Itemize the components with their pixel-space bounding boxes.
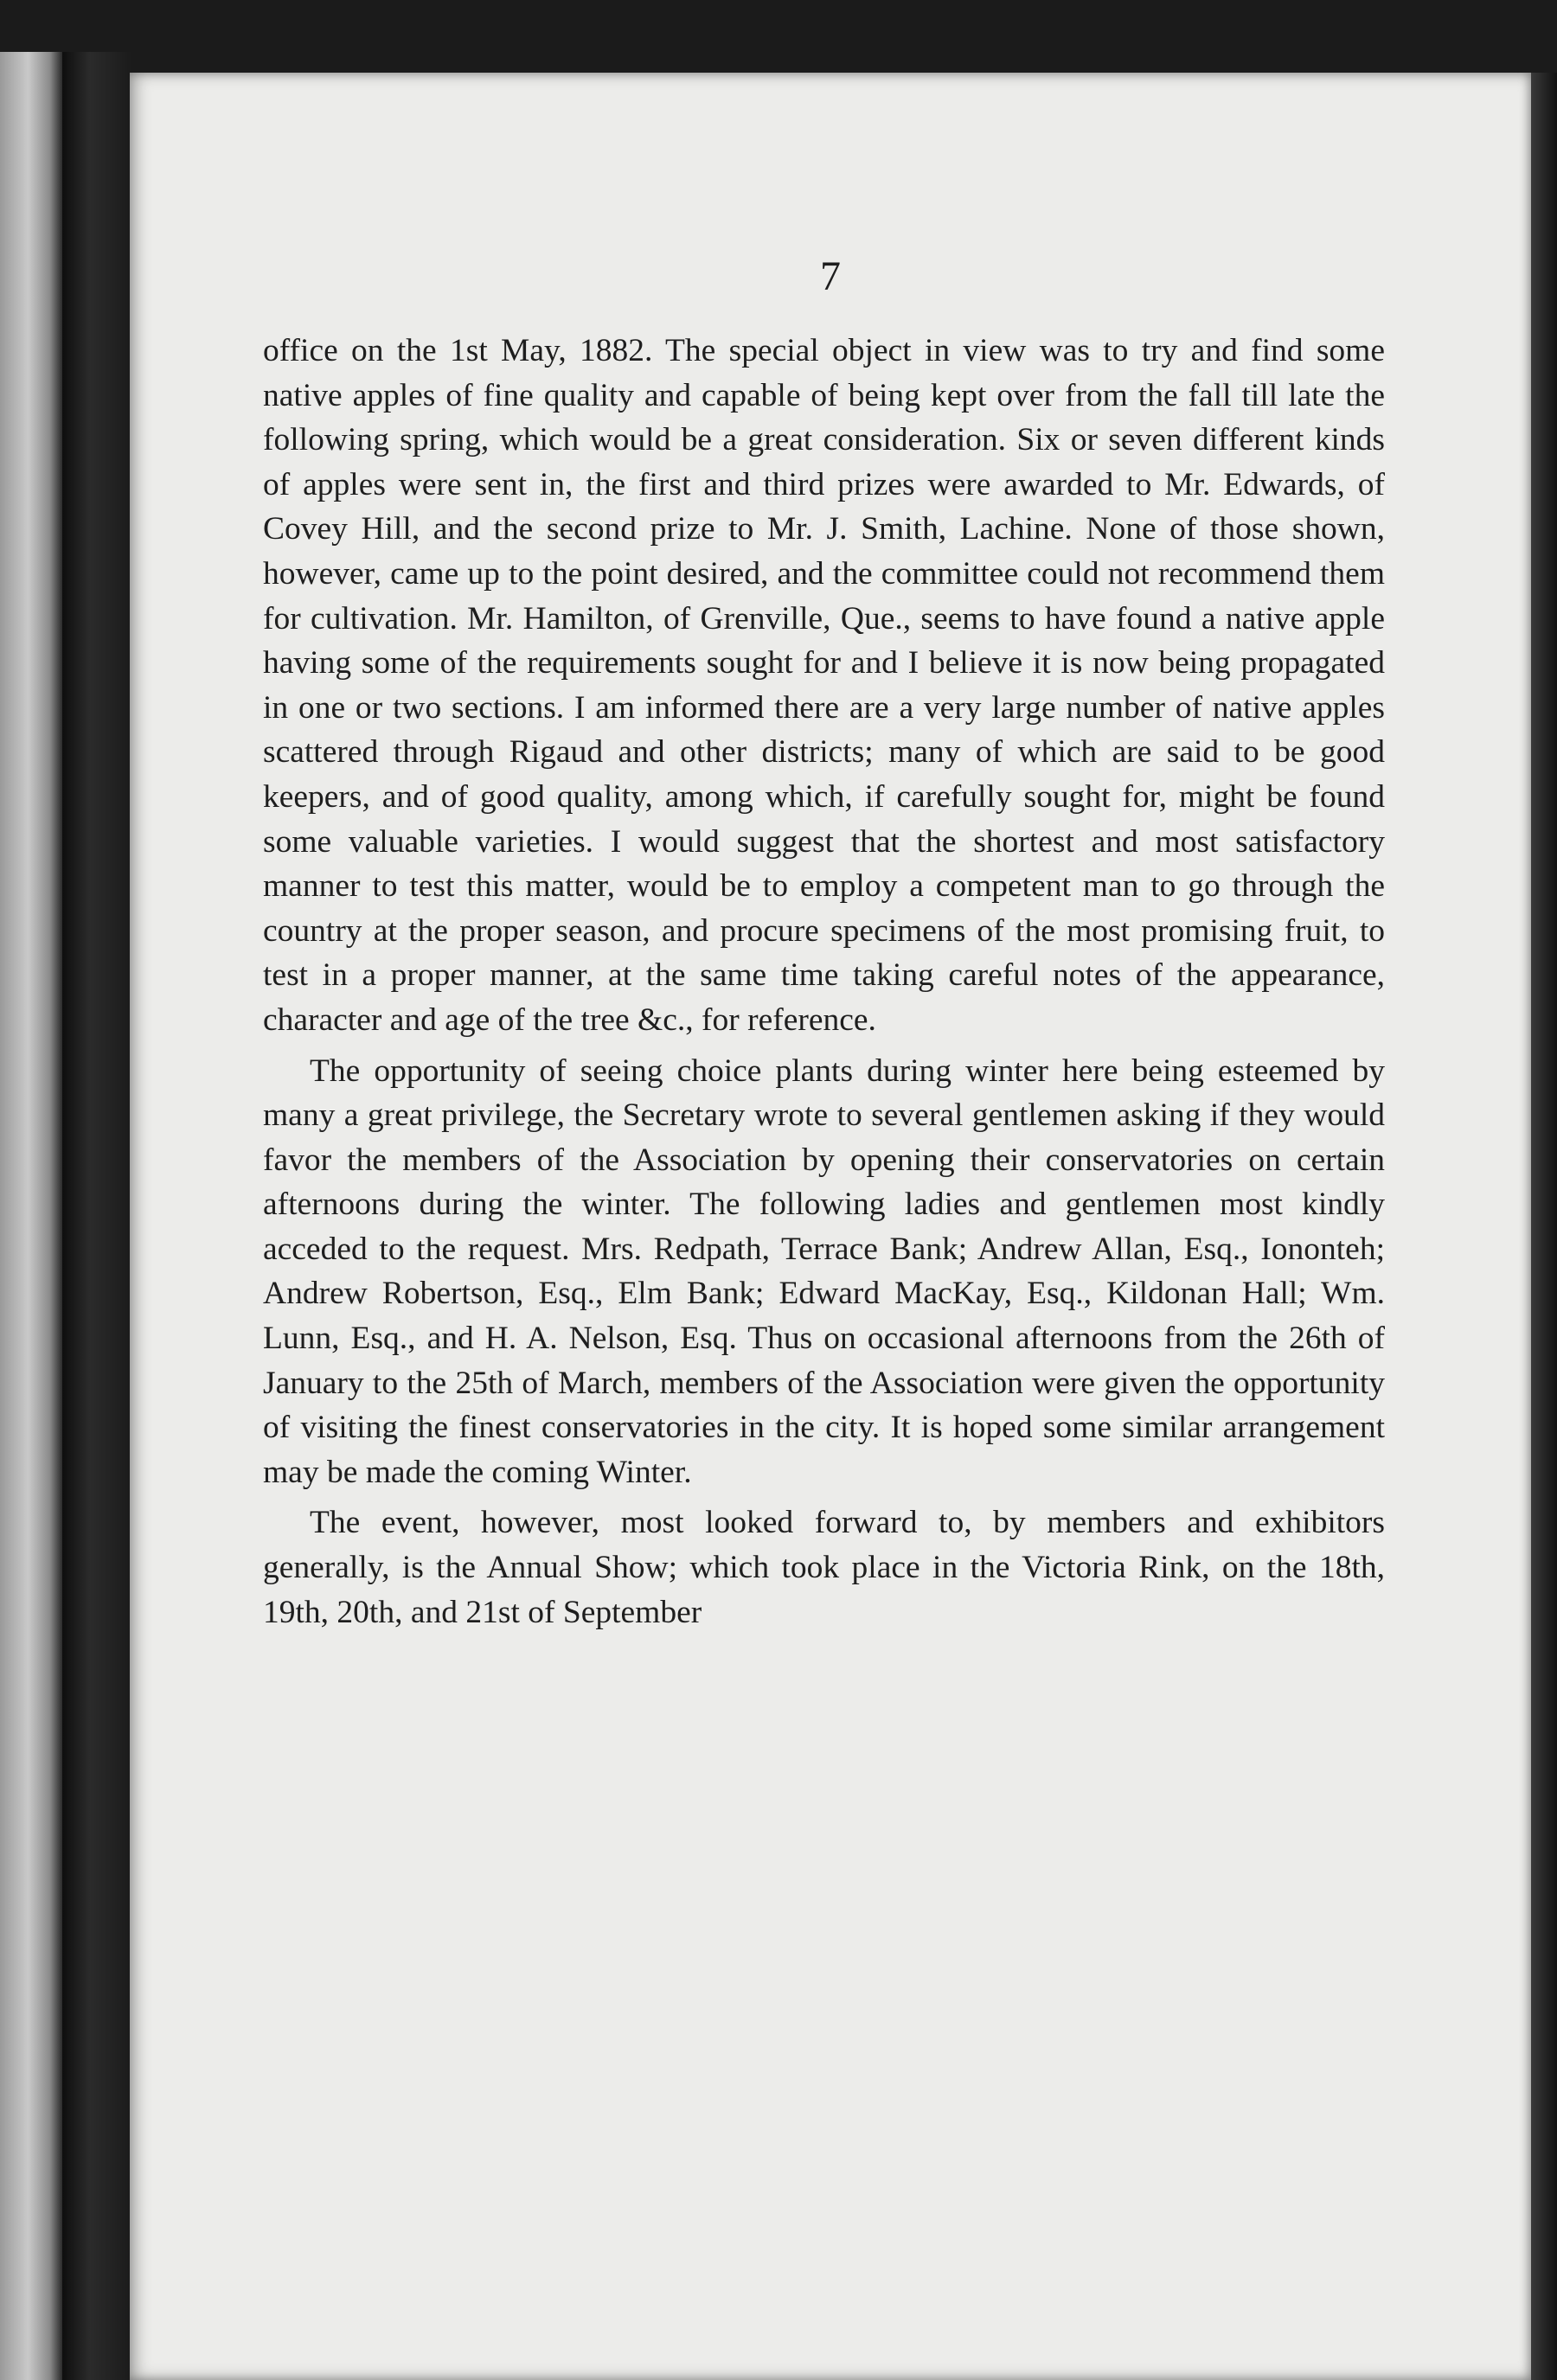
left-page-edge (0, 52, 62, 2380)
paragraph-3: The event, however, most looked forward to, by members and exhibitors generally, is the Annual Show; which took place in the Victoria Rink, on the 18th, 19th, 20th, and 21st of September (263, 1505, 1385, 1630)
book-page (130, 73, 1531, 2380)
page-number: 7 (820, 253, 841, 299)
binding-shadow (62, 52, 131, 2380)
paragraph-2: The opportunity of seeing choice plants during winter here being esteemed by many a great privilege, the Secretary wrote to several gentlemen asking if they would favor the members of the Association by opening their conservatories on certain afternoons during the winter. The following ladies and gentlemen most kindly acceded to the request. Mrs. Redpath, Terrace Bank; Andrew Allan, Esq., Iononteh; Andrew Robertson, Esq., Elm Bank; Edward MacKay, Esq., Kildonan Hall; Wm. Lunn, Esq., and H. A. Nelson, Esq. Thus on occasional afternoons from the 26th of January to the 25th of March, members of the Association were given the opportunity of visiting the finest conservatories in the city. It is hoped some similar arrangement may be made the coming Winter. (263, 1052, 1385, 1490)
paragraph-1: office on the 1st May, 1882. The special object in view was to try and find some native apples of fine quality and capable of being kept over from the fall till late the following spring, which would be a great consideration. Six or seven different kinds of apples were sent in, the first and third prizes were awarded to Mr. Edwards, of Covey Hill, and the second prize to Mr. J. Smith, Lachine. None of those shown, however, came up to the point desired, and the committee could not recommend them for cultivation. Mr. Hamilton, of Grenville, Que., seems to have found a native apple having some of the requirements sought for and I believe it is now being propagated in one or two sections. I am informed there are a very large number of native apples scattered through Rigaud and other districts; many of which are said to be good keepers, and of good quality, among which, if carefully sought for, might be found some valuable varieties. I would suggest that the shortest and most satisfactory manner to test this matter, would be to employ a competent man to go through the country at the proper season, and procure specimens of the most promising fruit, to test in a proper manner, at the same time taking careful notes of the appearance, character and age of the tree &c., for reference. (263, 333, 1385, 1038)
body-text (263, 329, 1385, 1641)
right-page-edge (1531, 73, 1557, 2380)
